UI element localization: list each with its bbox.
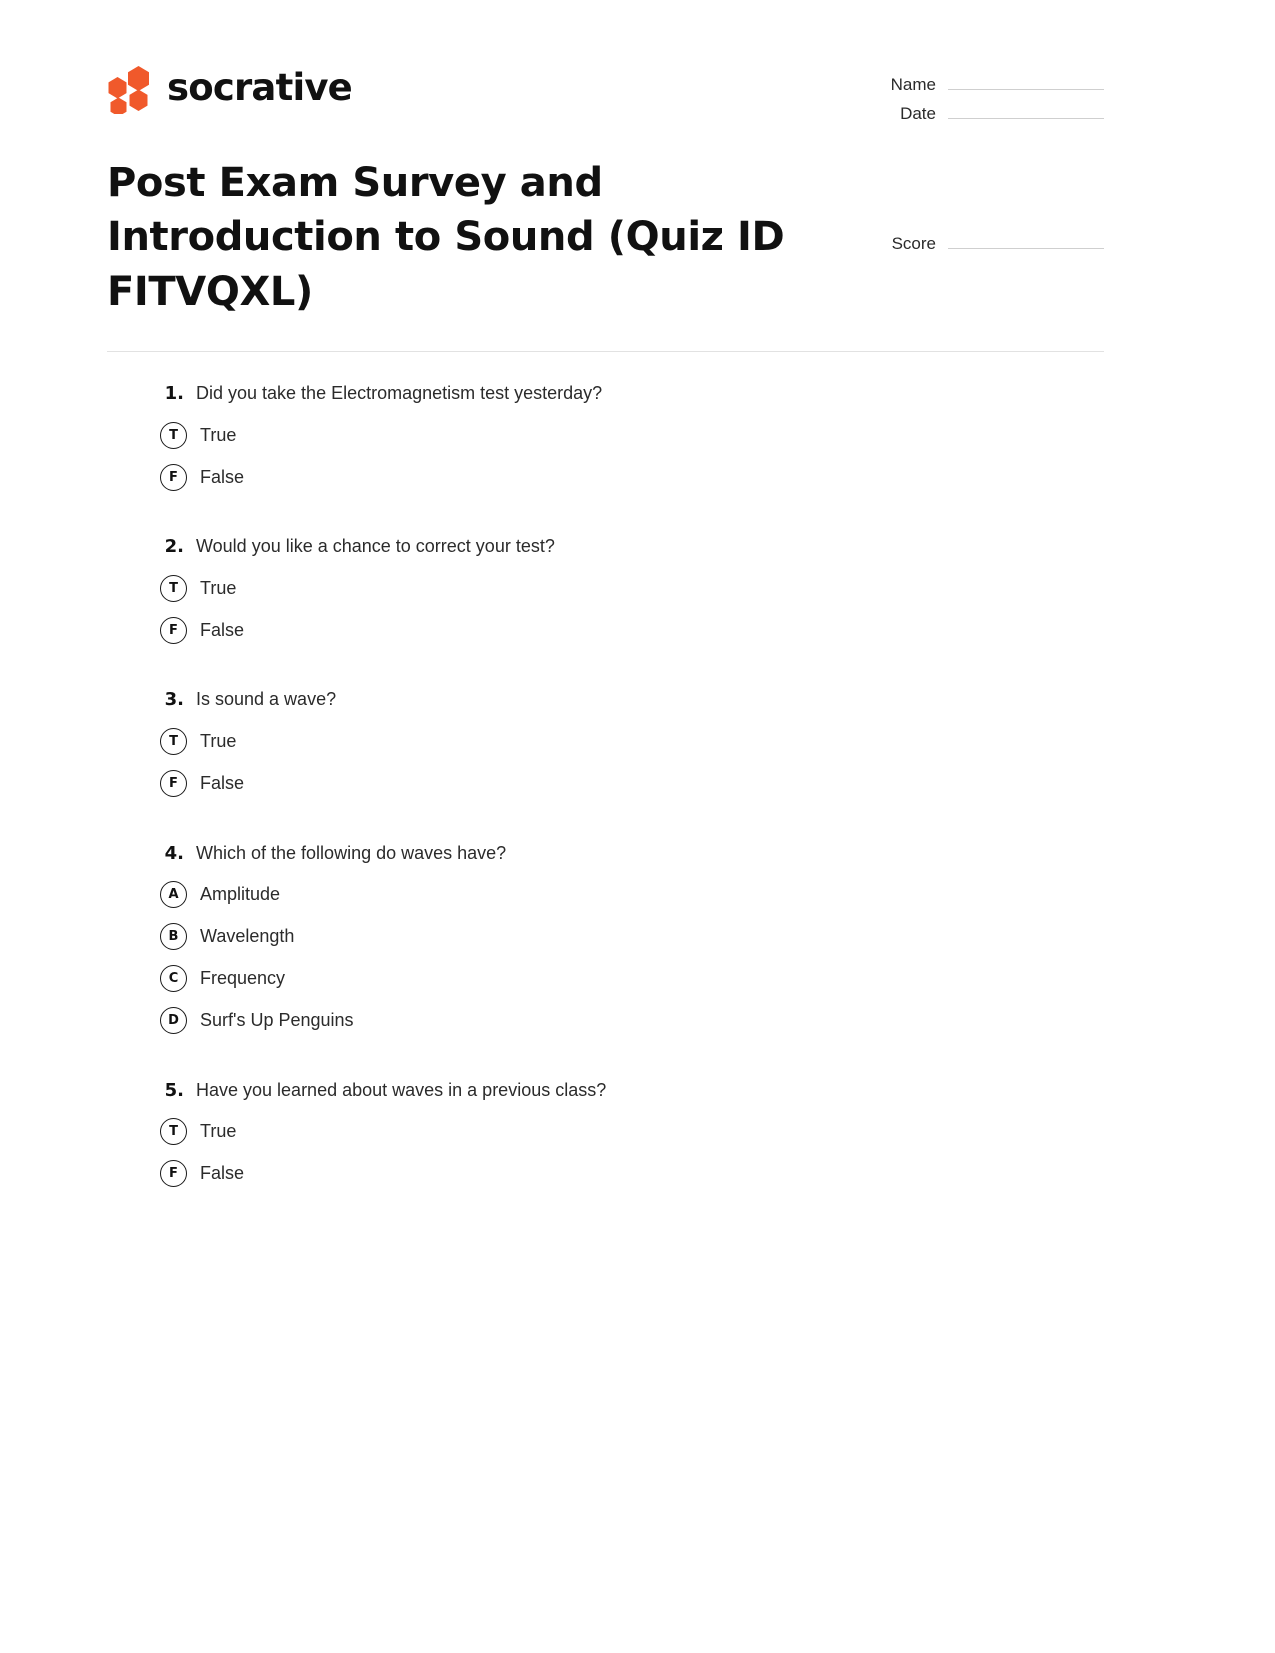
answer-option[interactable]: [107, 609, 1104, 651]
student-meta-fields: [869, 73, 1104, 131]
option-bubble-icon[interactable]: F: [160, 464, 187, 491]
option-label: True: [200, 1121, 237, 1142]
answer-option[interactable]: [107, 763, 1104, 805]
answer-option[interactable]: [107, 916, 1104, 958]
option-bubble-icon[interactable]: F: [160, 617, 187, 644]
question-item: [107, 841, 1104, 1042]
score-input-line[interactable]: [948, 232, 1104, 249]
option-label: True: [200, 577, 237, 598]
answer-option[interactable]: [107, 1153, 1104, 1195]
option-bubble-icon[interactable]: T: [160, 728, 187, 755]
answer-option[interactable]: [107, 567, 1104, 609]
answer-option[interactable]: [107, 414, 1104, 456]
header-divider: [107, 351, 1104, 352]
option-bubble-icon[interactable]: C: [160, 965, 187, 992]
option-bubble-icon[interactable]: B: [160, 923, 187, 950]
answer-option[interactable]: [107, 1111, 1104, 1153]
option-label: False: [200, 1163, 245, 1184]
answer-option[interactable]: [107, 1000, 1104, 1042]
option-bubble-icon[interactable]: D: [160, 1007, 187, 1034]
question-text: Have you learned about waves in a previous class?: [196, 1079, 607, 1100]
option-bubble-icon[interactable]: T: [160, 575, 187, 602]
option-label: Frequency: [200, 968, 286, 989]
answer-option[interactable]: [107, 721, 1104, 763]
option-label: Amplitude: [200, 884, 281, 905]
name-field-row: [869, 73, 1104, 102]
option-label: True: [200, 424, 237, 445]
score-label: Score: [891, 234, 936, 253]
question-number: 5.: [164, 1079, 184, 1101]
question-header: [107, 687, 1104, 712]
question-number: 1.: [164, 383, 184, 404]
socrative-logo: [107, 64, 352, 114]
question-text: Which of the following do waves have?: [196, 842, 507, 863]
question-number: 2.: [164, 536, 184, 558]
answer-option[interactable]: [107, 958, 1104, 1000]
option-bubble-icon[interactable]: A: [160, 881, 187, 908]
option-label: Surf's Up Penguins: [200, 1010, 354, 1031]
question-number: 4.: [164, 842, 184, 864]
date-field-row: [869, 102, 1104, 131]
question-header: [107, 841, 1104, 866]
option-label: Wavelength: [200, 926, 295, 947]
question-text: Is sound a wave?: [196, 689, 337, 710]
question-text: Did you take the Electromagnetism test yesterday?: [196, 383, 603, 403]
option-bubble-icon[interactable]: T: [160, 1118, 187, 1145]
option-bubble-icon[interactable]: F: [160, 770, 187, 797]
socrative-hexagon-logo-icon: [107, 64, 153, 114]
questions-list: [107, 381, 1104, 1231]
date-input-line[interactable]: [948, 102, 1104, 119]
question-item: [107, 687, 1104, 804]
question-header: [107, 381, 1104, 406]
title-block: [107, 156, 1104, 319]
question-item: [107, 534, 1104, 651]
page-title: Post Exam Survey and Introduction to Sound (Quiz ID FITVQXL): [107, 160, 785, 315]
question-item: [107, 1078, 1104, 1195]
answer-option[interactable]: [107, 874, 1104, 916]
question-number: 3.: [164, 689, 184, 711]
option-label: False: [200, 619, 245, 640]
name-label: Name: [890, 75, 936, 94]
option-bubble-icon[interactable]: T: [160, 422, 187, 449]
question-item: [107, 381, 1104, 498]
date-label: Date: [900, 104, 936, 123]
brand-name: socrative: [167, 65, 352, 109]
option-bubble-icon[interactable]: F: [160, 1160, 187, 1187]
option-label: False: [200, 773, 245, 794]
page-header: [107, 64, 1104, 144]
question-header: [107, 1078, 1104, 1103]
name-input-line[interactable]: [948, 73, 1104, 90]
option-label: False: [200, 466, 245, 487]
question-header: [107, 534, 1104, 559]
score-field-row: [892, 232, 1104, 254]
option-label: True: [200, 731, 237, 752]
answer-option[interactable]: [107, 456, 1104, 498]
question-text: Would you like a chance to correct your test?: [196, 536, 555, 557]
